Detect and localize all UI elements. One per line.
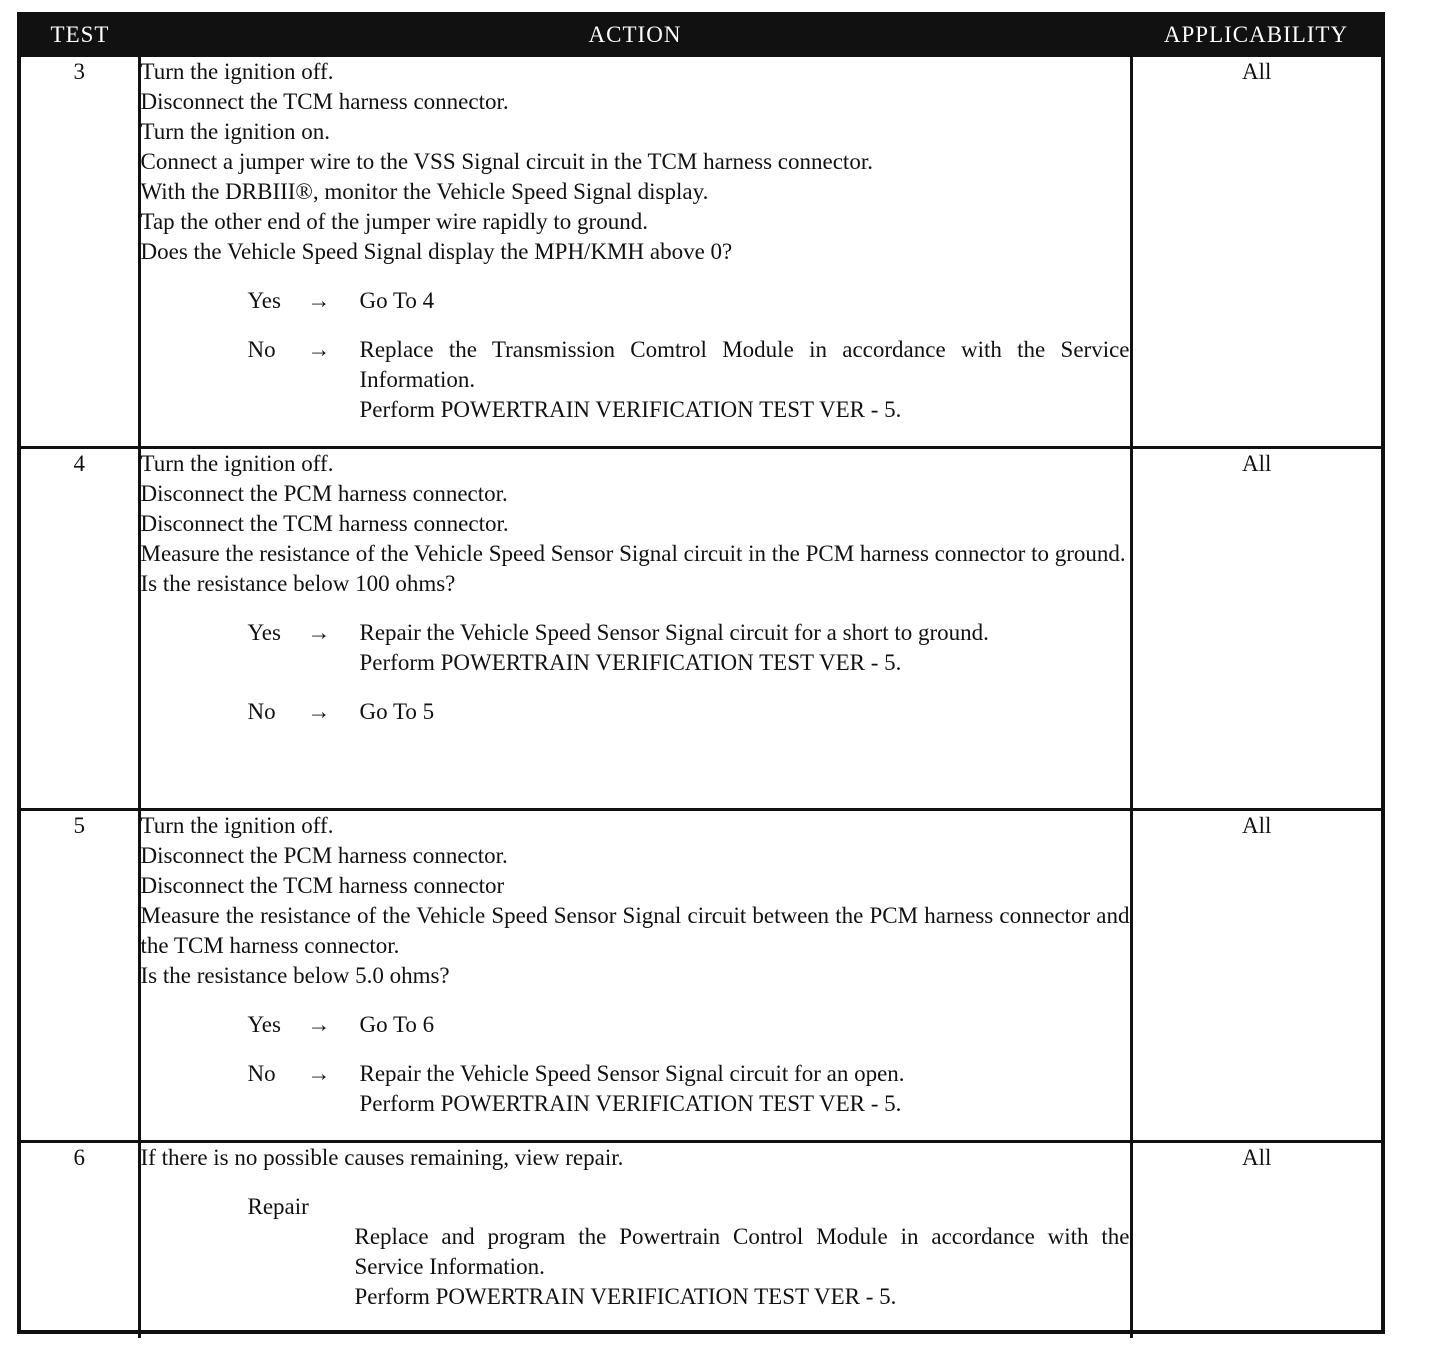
action-cell: [139, 448, 1131, 810]
action-step: Turn the ignition off.: [140, 59, 334, 84]
diagnostic-table-frame: [17, 12, 1385, 1334]
outcome-no: [141, 697, 1130, 727]
outcome-label: Yes: [247, 620, 281, 645]
table-row: [21, 1142, 1381, 1338]
outcome-yes: [141, 286, 1130, 316]
arrow-right-icon: →: [307, 337, 331, 362]
arrow-right-icon: →: [307, 699, 331, 724]
table-row: [21, 56, 1381, 448]
outcome-line: Perform POWERTRAIN VERIFICATION TEST VER - 5.: [359, 650, 902, 675]
action-step: Turn the ignition off.: [140, 451, 334, 476]
outcome-yes: [141, 1010, 1130, 1040]
applicability-cell: All: [1131, 448, 1381, 810]
outcome-label: No: [247, 699, 276, 724]
arrow-right-icon: →: [307, 1012, 331, 1037]
action-step: Is the resistance below 100 ohms?: [140, 571, 456, 596]
action-step: Disconnect the TCM harness connector: [140, 873, 505, 898]
outcome-label: No: [247, 337, 276, 362]
header-action: ACTION: [139, 16, 1131, 56]
arrow-right-icon: →: [307, 620, 331, 645]
table-body: [21, 56, 1381, 1338]
test-number-cell: 5: [21, 810, 139, 1142]
outcome-line: Go To 4: [359, 288, 435, 313]
outcome-line: Repair the Vehicle Speed Sensor Signal circuit for a short to ground.: [359, 620, 989, 645]
applicability-cell: All: [1131, 810, 1381, 1142]
table-row: [21, 810, 1381, 1142]
outcome-body: [360, 1010, 1130, 1040]
outcome-label: Yes: [247, 1012, 281, 1037]
outcome-body: [360, 286, 1130, 316]
diagnostic-table: [21, 16, 1381, 1338]
action-step: With the DRBIII®, monitor the Vehicle Speed Signal display.: [140, 179, 709, 204]
outcome-line: Perform POWERTRAIN VERIFICATION TEST VER - 5.: [359, 1091, 902, 1116]
action-step: Turn the ignition on.: [140, 119, 331, 144]
action-step: Measure the resistance of the Vehicle Speed Sensor Signal circuit in the PCM harness connector to ground.: [140, 541, 1126, 566]
arrow-right-icon: →: [307, 1061, 331, 1086]
applicability-cell: All: [1131, 1142, 1381, 1338]
outcome-line: Go To 5: [359, 699, 435, 724]
action-step: Does the Vehicle Speed Signal display the MPH/KMH above 0?: [140, 239, 733, 264]
action-cell: [139, 56, 1131, 448]
test-number-cell: 3: [21, 56, 139, 448]
outcome-no: [141, 1059, 1130, 1119]
test-number-cell: 4: [21, 448, 139, 810]
repair-body: [141, 1222, 1130, 1312]
action-step: Measure the resistance of the Vehicle Speed Sensor Signal circuit between the PCM harness connector and the TCM harness connector.: [140, 903, 1130, 958]
action-step: Turn the ignition off.: [140, 813, 334, 838]
action-step: If there is no possible causes remaining, view repair.: [140, 1145, 624, 1170]
action-step: Disconnect the PCM harness connector.: [140, 481, 508, 506]
outcome-yes: [141, 618, 1130, 678]
outcome-label: No: [247, 1061, 276, 1086]
applicability-cell: All: [1131, 56, 1381, 448]
header-applicability: APPLICABILITY: [1131, 16, 1381, 56]
action-cell: [139, 810, 1131, 1142]
outcome-no: [141, 335, 1130, 425]
action-step: Tap the other end of the jumper wire rapidly to ground.: [140, 209, 648, 234]
outcome-line: Repair the Vehicle Speed Sensor Signal circuit for an open.: [359, 1061, 905, 1086]
repair-label: Repair: [247, 1194, 309, 1219]
header-test: TEST: [21, 16, 139, 56]
table-row: [21, 448, 1381, 810]
outcome-body: [360, 618, 1130, 678]
outcome-line: Go To 6: [359, 1012, 435, 1037]
action-step: Disconnect the PCM harness connector.: [140, 843, 508, 868]
outcome-body: [360, 1059, 1130, 1119]
outcome-label: Yes: [247, 288, 281, 313]
action-step: Disconnect the TCM harness connector.: [140, 511, 509, 536]
outcome-body: [360, 697, 1130, 727]
action-step: Disconnect the TCM harness connector.: [140, 89, 509, 114]
arrow-right-icon: →: [307, 288, 331, 313]
outcome-line: Perform POWERTRAIN VERIFICATION TEST VER - 5.: [359, 397, 902, 422]
test-number-cell: 6: [21, 1142, 139, 1338]
outcome-line: Replace the Transmission Comtrol Module in accordance with the Service Information.: [359, 337, 1130, 392]
action-step: Connect a jumper wire to the VSS Signal circuit in the TCM harness connector.: [140, 149, 873, 174]
outcome-body: [360, 335, 1130, 425]
repair-line: Replace and program the Powertrain Control Module in accordance with the Service Information.: [354, 1224, 1130, 1279]
table-header-row: [21, 16, 1381, 56]
action-step: Is the resistance below 5.0 ohms?: [140, 963, 450, 988]
action-cell: [139, 1142, 1131, 1338]
repair-line: Perform POWERTRAIN VERIFICATION TEST VER - 5.: [354, 1284, 897, 1309]
